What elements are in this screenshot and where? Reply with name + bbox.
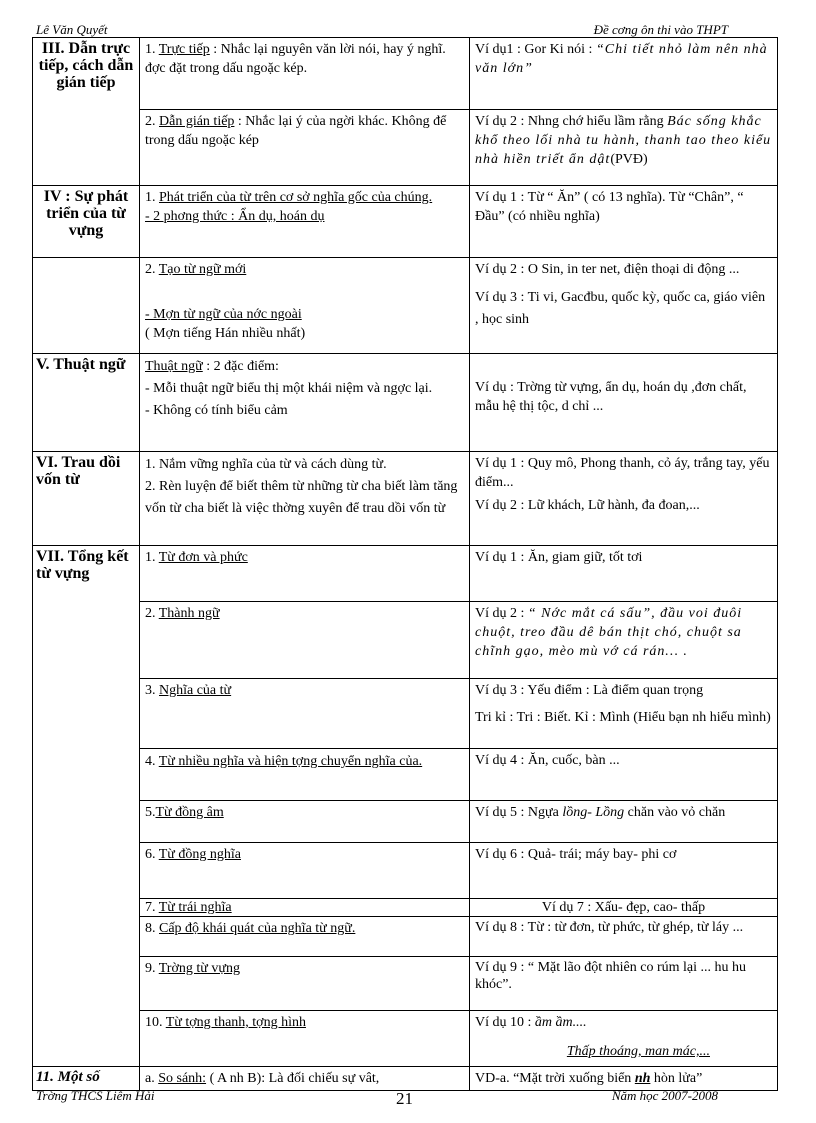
footer-school-year: Năm học 2007-2008 (611, 1088, 718, 1103)
definition-cell: 8. Cấp độ khái quát của nghĩa từ ngữ. (140, 917, 470, 957)
table-row (33, 749, 778, 801)
definition-cell: 10. Từ tợng thanh, tợng hình (140, 1011, 470, 1067)
definition-cell: 2. Tạo từ ngữ mới - Mợn từ ngữ của nớc ngoài ( Mợn tiếng Hán nhiều nhất) (140, 258, 470, 354)
example-cell: Ví dụ 6 : Quả- trái; máy bay- phi cơ (470, 843, 778, 899)
header-title: Đề cơng ôn thi vào THPT (593, 22, 728, 37)
definition-cell: 5.Từ đồng âm (140, 801, 470, 843)
table-row (33, 843, 778, 899)
example-cell: Ví dụ 1 : Quy mô, Phong thanh, cỏ áy, trắng tay, yếu điểm... Ví dụ 2 : Lữ khách, Lữ hành, đa đoan,... (470, 452, 778, 546)
definition-cell: 4. Từ nhiều nghĩa và hiện tợng chuyển nghĩa của. (140, 749, 470, 801)
example-cell: VD-a. “Mặt trời xuống biển nh hòn lửa” (470, 1067, 778, 1091)
table-row (33, 917, 778, 957)
example-cell: Ví dụ 8 : Từ : từ đơn, từ phức, từ ghép, từ láy ... (470, 917, 778, 957)
definition-cell: 1. Phát triển của từ trên cơ sở nghĩa gốc của chúng. - 2 phơng thức : Ẩn dụ, hoán dụ (140, 186, 470, 258)
definition-cell: 2. Dẫn gián tiếp : Nhắc lại ý của ngời khác. Không để trong dấu ngoặc kép (140, 110, 470, 186)
table-row (33, 679, 778, 749)
table-row (33, 899, 778, 917)
example-cell: Ví dụ 2 : “ Nớc mắt cá sấu”, đầu voi đuôi chuột, treo đầu dê bán thịt chó, chuột sa chĩnh gạo, mèo mù vớ cá rán… . (470, 602, 778, 679)
definition-cell: 2. Thành ngữ (140, 602, 470, 679)
definition-cell: 1. Trực tiếp : Nhắc lại nguyên văn lời nói, hay ý nghĩ. đợc đặt trong dấu ngoặc kép. (140, 38, 470, 110)
definition-cell: 1. Nắm vững nghĩa của từ và cách dùng từ. 2. Rèn luyện để biết thêm từ những từ cha biết làm tăng vốn từ cha biết là việc thờng xuyên để trau dồi vốn từ (140, 452, 470, 546)
section-label: III. Dẫn trực tiếp, cách dẫn gián tiếp (33, 38, 140, 186)
section-label: VII. Tổng kết từ vựng (33, 546, 140, 1067)
table-row (33, 110, 778, 186)
example-cell: Ví dụ 7 : Xấu- đẹp, cao- thấp (470, 899, 778, 917)
example-cell: Ví dụ : Trờng từ vựng, ẩn dụ, hoán dụ ,đơn chất, mẫu hệ thị tộc, d chỉ ... (470, 354, 778, 452)
example-cell: Ví dụ 2 : Nhng chớ hiểu lầm rằng Bác sống khắc khổ theo lối nhà tu hành, thanh tao theo kiểu nhà hiền triết ẩn dật(PVĐ) (470, 110, 778, 186)
example-cell: Ví dụ 1 : Từ “ Ăn” ( có 13 nghĩa). Từ “Chân”, “ Đầu” (có nhiều nghĩa) (470, 186, 778, 258)
example-cell: Ví dụ1 : Gor Ki nói : “Chi tiết nhỏ làm nên nhà văn lớn” (470, 38, 778, 110)
example-cell: Ví dụ 9 : “ Mặt lão đột nhiên co rúm lại ... hu hu khóc”. (470, 957, 778, 1011)
footer-school: Trờng THCS Liêm Hải (36, 1088, 155, 1103)
definition-cell: 1. Từ đơn và phức (140, 546, 470, 602)
definition-cell: 3. Nghĩa của từ (140, 679, 470, 749)
definition-cell: a. So sánh: ( A nh B): Là đối chiếu sự vât, (140, 1067, 470, 1091)
empty-cell (33, 258, 140, 354)
section-label: VI. Trau dồi vốn từ (33, 452, 140, 546)
table-row (33, 1067, 778, 1091)
table-row (33, 258, 778, 354)
page-number: 21 (396, 1089, 413, 1108)
header-author: Lê Văn Quyết (36, 22, 108, 37)
vocabulary-review-table (32, 37, 778, 1091)
table-row (33, 546, 778, 602)
table-row (33, 186, 778, 258)
example-cell: Ví dụ 2 : O Sin, in ter net, điện thoại di động ... Ví dụ 3 : Ti vi, Gacđbu, quốc kỳ, quốc ca, giáo viên , học sinh (470, 258, 778, 354)
definition-cell: 6. Từ đồng nghĩa (140, 843, 470, 899)
table-row (33, 354, 778, 452)
example-cell: Ví dụ 3 : Yếu điểm : Là điểm quan trọng Tri kỉ : Tri : Biết. Kỉ : Mình (Hiểu bạn nh hiểu mình) (470, 679, 778, 749)
example-cell: Ví dụ 10 : ầm ầm.... Thấp thoáng, man mác,... (470, 1011, 778, 1067)
example-cell: Ví dụ 4 : Ăn, cuốc, bàn ... (470, 749, 778, 801)
table-row (33, 602, 778, 679)
definition-cell: Thuật ngữ : 2 đặc điểm: - Mỗi thuật ngữ biểu thị một khái niệm và ngợc lại. - Không có tính biểu cảm (140, 354, 470, 452)
example-cell: Ví dụ 1 : Ăn, giam giữ, tốt tơi (470, 546, 778, 602)
section-label: 11. Một số (33, 1067, 140, 1091)
table-row (33, 957, 778, 1011)
table-row (33, 38, 778, 110)
definition-cell: 9. Trờng từ vựng (140, 957, 470, 1011)
example-cell: Ví dụ 5 : Ngựa lồng- Lồng chăn vào vỏ chăn (470, 801, 778, 843)
definition-cell: 7. Từ trái nghĩa (140, 899, 470, 917)
section-label: IV : Sự phát triển của từ vựng (33, 186, 140, 258)
section-label: V. Thuật ngữ (33, 354, 140, 452)
table-row (33, 1011, 778, 1067)
table-row (33, 452, 778, 546)
table-row (33, 801, 778, 843)
